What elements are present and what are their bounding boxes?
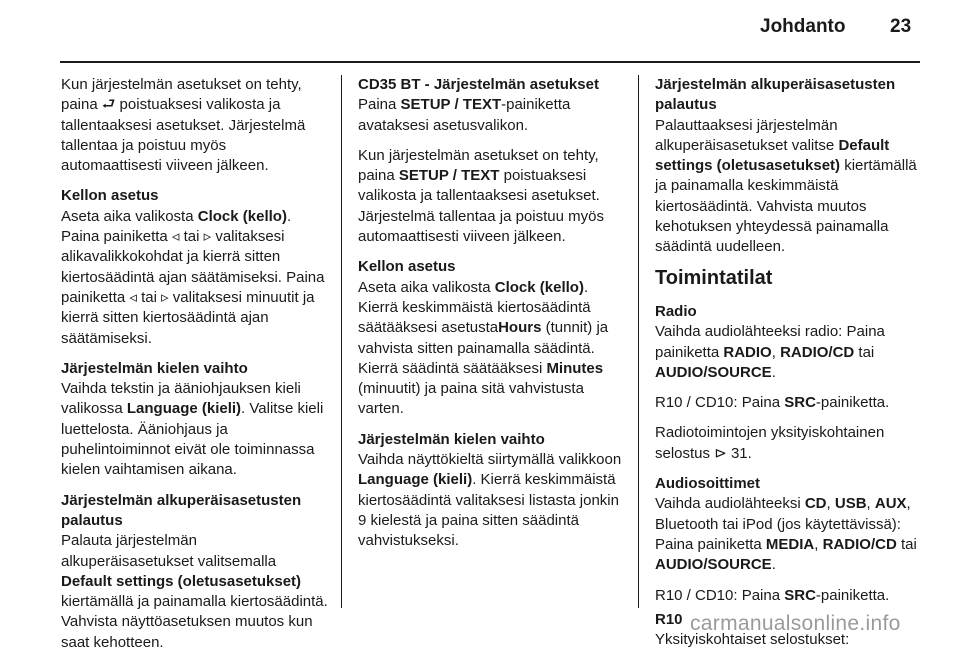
section-heading: Audiosoittimet	[655, 475, 760, 493]
column-divider	[341, 75, 342, 608]
paragraph: Palauttaaksesi järjestelmän alkuperäisasetukset valitse Default settings (oletusasetukset) kiertämällä ja painamalla keskimmäistä kiertosäädintä. Vahvista muutos kehotuksen yhteydessä painamalla säädintä uudelleen.	[655, 116, 917, 256]
paragraph: Vaihda audiolähteeksi CD, USB, AUX, Bluetooth tai iPod (jos käytettävissä): Paina painiketta MEDIA, RADIO/CD tai AUDIO/SOURCE.	[655, 495, 917, 574]
section-heading: Järjestelmän kielen vaihto	[61, 359, 248, 377]
section-heading: Järjestelmän alkuperäisasetusten palautus	[61, 491, 302, 529]
watermark: carmanualsonline.info	[690, 612, 901, 635]
back-icon: ⮐	[101, 96, 116, 114]
paragraph: Aseta aika valikosta Clock (kello). Kierrä keskimmäistä kiertosäädintä säätääksesi asetustaHours (tunnit) ja vahvista sitten painamalla säädintä. Kierrä säädintä säätääksesi Minutes (minuutit) ja paina sitä vahvistusta varten.	[358, 278, 609, 418]
page-number: 23	[890, 16, 912, 37]
section-heading: R10	[655, 610, 683, 628]
column-3	[655, 75, 922, 650]
paragraph: Kun järjestelmän asetukset on tehty, paina ⮐ poistuaksesi valikosta ja tallentaaksesi asetukset. Järjestelmä tallentaa ja poistuu myös automaattisesti viiveen jälkeen.	[61, 76, 306, 175]
section-heading: Järjestelmän kielen vaihto	[358, 430, 545, 448]
paragraph: R10 / CD10: Paina SRC-painiketta.	[655, 394, 890, 412]
paragraph: Vaihda tekstin ja ääniohjauksen kieli valikossa Language (kieli). Valitse kieli luettelosta. Ääniohjaus ja puhelintoiminnot eivät ole toiminnassa kielen vaihtamisen aikana.	[61, 380, 324, 479]
paragraph: R10 / CD10: Paina SRC-painiketta.	[655, 586, 890, 604]
paragraph: Vaihda näyttökieltä siirtymällä valikkoon Language (kieli). Kierrä keskimmäistä kiertosäädintä valitaksesi listasta jonkin 9 kielestä ja paina sitten säädintä vahvistukseksi.	[358, 451, 622, 550]
section-heading: Kellon asetus	[61, 187, 159, 205]
section-heading: Kellon asetus	[358, 258, 456, 276]
paragraph: Paina SETUP / TEXT-painiketta avataksesi asetusvalikon.	[358, 96, 571, 134]
page-section-title: Johdanto	[760, 16, 846, 37]
paragraph: Palauta järjestelmän alkuperäisasetukset valitsemalla Default settings (oletusasetukset) kiertämällä ja painamalla kiertosäädintä. Vahvista näyttöasetuksen muutos kun saat kehotteen.	[61, 532, 328, 651]
paragraph: Vaihda audiolähteeksi radio: Paina painiketta RADIO, RADIO/CD tai AUDIO/SOURCE.	[655, 323, 885, 381]
column-2	[358, 75, 625, 562]
section-heading: CD35 BT - Järjestelmän asetukset	[358, 76, 599, 93]
paragraph: Aseta aika valikosta Clock (kello). Paina painiketta ◃ tai ▹ valitaksesi alikavalikkokohdat ja kierrä sitten kiertosäädintä ajan säätämiseksi. Paina painiketta ◃ tai ▹ valitaksesi minuutit ja kierrä sitten kiertosäädintä ajan säätämiseksi.	[61, 207, 325, 347]
column-1	[61, 75, 328, 663]
chapter-heading: Toimintatilat	[655, 266, 773, 289]
section-heading: Radio	[655, 302, 697, 320]
column-divider	[638, 75, 639, 608]
paragraph: Kun järjestelmän asetukset on tehty, paina SETUP / TEXT poistuaksesi valikosta ja tallentaaksesi asetukset. Järjestelmä tallentaa ja poistuu myös automaattisesti viiveen jälkeen.	[358, 146, 604, 246]
header-rule	[60, 61, 920, 63]
paragraph: Radiotoimintojen yksityiskohtainen selostus ⊳ 31.	[655, 424, 885, 462]
page-reference-link[interactable]: ⊳ 31.	[714, 444, 752, 462]
paragraph: Yksityiskohtaiset selostukset:	[655, 631, 850, 649]
section-heading: Järjestelmän alkuperäisasetusten palautus	[655, 76, 896, 114]
